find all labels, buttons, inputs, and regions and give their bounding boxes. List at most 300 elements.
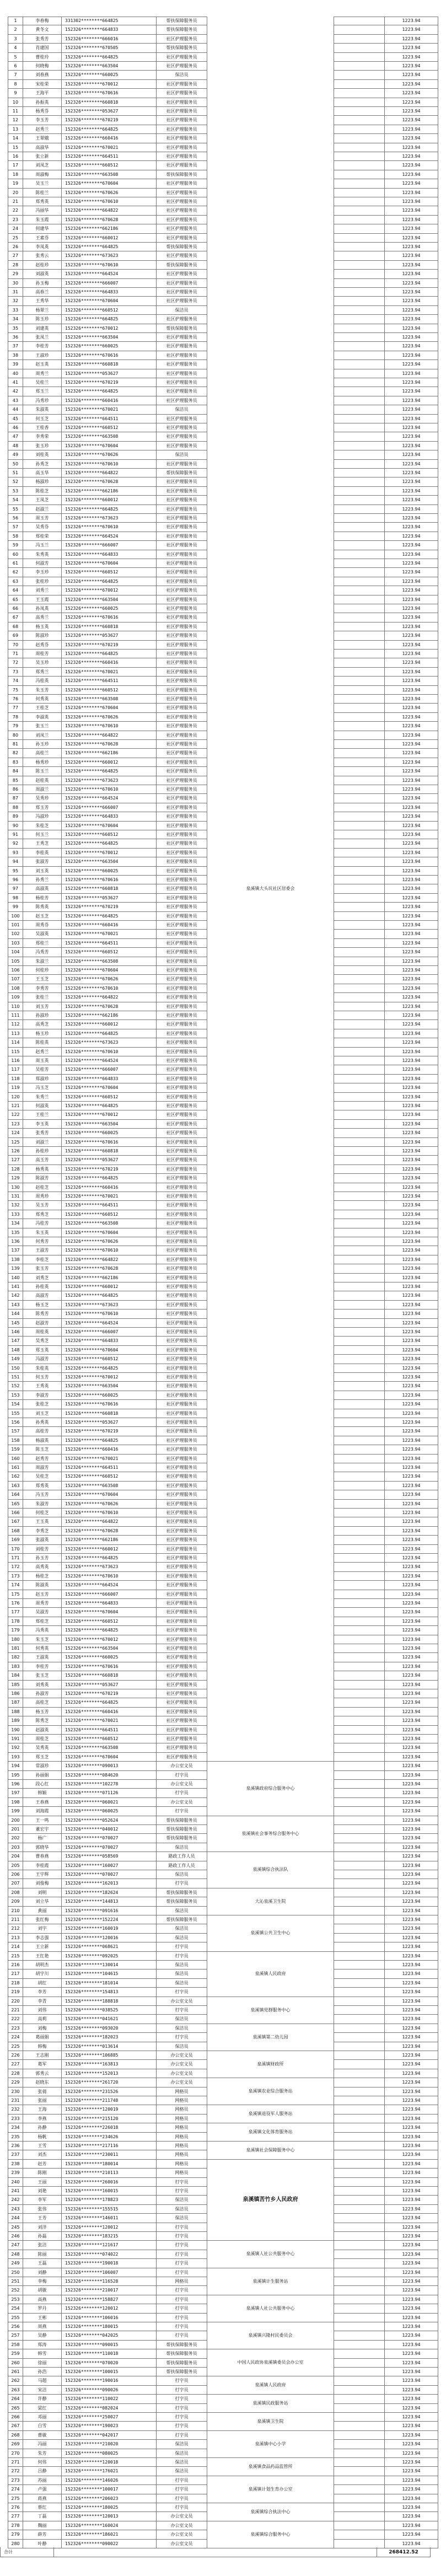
- blank-cell: [334, 1093, 385, 1102]
- row-number-cell: 122: [8, 1110, 23, 1119]
- person-name-cell: 段心红: [23, 1780, 62, 1789]
- person-name-cell: 郑玉英: [23, 1346, 62, 1355]
- id-number-cell: 152326********660512: [62, 830, 157, 839]
- row-number-cell: 240: [8, 2178, 23, 2187]
- unit-cell: 泉溪镇卫生院: [207, 2413, 334, 2431]
- amount-cell: 1223.94: [385, 2223, 438, 2232]
- amount-cell: 1223.94: [385, 134, 438, 143]
- row-number-cell: 265: [8, 2404, 23, 2413]
- id-number-cell: 152326********663508: [62, 1482, 157, 1490]
- total-blank-cell: [54, 2547, 377, 2557]
- position-cell: 社区护理服务员: [157, 767, 207, 776]
- position-cell: 办公室文员: [157, 1798, 207, 1807]
- total-row: [0, 2547, 431, 2557]
- person-name-cell: 何玉芳: [23, 1373, 62, 1382]
- position-cell: 社区护理服务员: [157, 867, 207, 876]
- person-name-cell: 杨翠兰: [23, 306, 62, 315]
- person-name-cell: 何玉兰: [23, 830, 62, 839]
- position-cell: 保洁员: [157, 405, 207, 414]
- person-name-cell: 陈秀芝: [23, 1716, 62, 1725]
- unit-cell: 泉溪镇政府综合服务中心: [207, 1762, 334, 1816]
- person-name-cell: 冯玉芳: [23, 1490, 62, 1499]
- row-number-cell: 101: [8, 921, 23, 930]
- position-cell: 社区护理服务员: [157, 189, 207, 197]
- id-number-cell: 152326********110022: [62, 2395, 157, 2403]
- position-cell: 社区护理服务员: [157, 1183, 207, 1192]
- unit-cell: 泉溪镇人民政府: [207, 2376, 334, 2395]
- blank-cell: [334, 1753, 385, 1762]
- position-cell: 办公室文员: [157, 1997, 207, 2006]
- row-number-cell: 274: [8, 2485, 23, 2494]
- amount-cell: 1223.94: [385, 794, 438, 803]
- amount-cell: 1223.94: [385, 2069, 438, 2078]
- row-number-cell: 205: [8, 1861, 23, 1870]
- person-name-cell: 何淑芳: [23, 559, 62, 568]
- position-cell: 保洁员: [157, 1961, 207, 1969]
- person-name-cell: 孙玉芳: [23, 1554, 62, 1563]
- position-cell: 社区护理服务员: [157, 849, 207, 857]
- position-cell: 保洁员: [157, 2214, 207, 2223]
- row-number-cell: 92: [8, 839, 23, 848]
- row-number-cell: 228: [8, 2069, 23, 2078]
- id-number-cell: 152326********104615: [62, 1969, 157, 1978]
- position-cell: 网格员: [157, 2277, 207, 2286]
- amount-cell: 1223.94: [385, 1698, 438, 1707]
- person-name-cell: 周桂芝: [23, 1735, 62, 1743]
- amount-cell: 1223.94: [385, 2196, 438, 2204]
- blank-cell: [334, 2069, 385, 2078]
- id-number-cell: 152326********186021: [62, 2530, 157, 2539]
- amount-cell: 1223.94: [385, 17, 438, 25]
- blank-cell: [334, 2467, 385, 2476]
- person-name-cell: 李凤英: [23, 243, 62, 251]
- person-name-cell: 郑秀芝: [23, 1210, 62, 1219]
- amount-cell: 1223.94: [385, 2322, 438, 2331]
- id-number-cell: 152326********120013: [62, 2512, 157, 2521]
- person-name-cell: 王桂兰: [23, 1110, 62, 1119]
- blank-cell: [334, 189, 385, 197]
- position-cell: 社区护理服务员: [157, 1716, 207, 1725]
- amount-cell: 1223.94: [385, 1301, 438, 1310]
- unit-cell: 泉溪镇兴隆村民委员会: [207, 2322, 334, 2349]
- amount-cell: 1223.94: [385, 2024, 438, 2033]
- unit-cell: 泉溪镇综合服务中心: [207, 2521, 334, 2548]
- position-cell: 社区护理服务员: [157, 541, 207, 550]
- position-cell: 社区护理服务员: [157, 53, 207, 62]
- row-number-cell: 44: [8, 405, 23, 414]
- blank-cell: [334, 469, 385, 477]
- amount-cell: 1223.94: [385, 650, 438, 658]
- position-cell: 社区护理服务员: [157, 1310, 207, 1318]
- amount-cell: 1223.94: [385, 1934, 438, 1942]
- id-number-cell: 152326********090022: [62, 2540, 157, 2548]
- row-number-cell: 13: [8, 125, 23, 134]
- id-number-cell: 152326********068621: [62, 1942, 157, 1951]
- amount-cell: 1223.94: [385, 1065, 438, 1074]
- amount-cell: 1223.94: [385, 1020, 438, 1029]
- amount-cell: 1223.94: [385, 1391, 438, 1400]
- id-number-cell: 152326********664825: [62, 1436, 157, 1445]
- position-cell: 打字员: [157, 2286, 207, 2295]
- row-number-cell: 180: [8, 1635, 23, 1644]
- id-number-cell: 152326********660416: [62, 1708, 157, 1716]
- row-number-cell: 172: [8, 1563, 23, 1571]
- amount-cell: 1223.94: [385, 1861, 438, 1870]
- amount-cell: 1223.94: [385, 297, 438, 305]
- position-cell: 社区护理服务员: [157, 297, 207, 305]
- person-name-cell: 朱芳: [23, 2449, 62, 2458]
- id-number-cell: 152326********180015: [62, 2322, 157, 2331]
- id-number-cell: 152326********053627: [62, 1156, 157, 1164]
- amount-cell: 1223.94: [385, 35, 438, 44]
- row-number-cell: 202: [8, 1834, 23, 1843]
- blank-cell: [334, 568, 385, 577]
- row-number-cell: 100: [8, 912, 23, 921]
- id-number-cell: 152326********660512: [62, 1735, 157, 1743]
- position-cell: 保洁员: [157, 2042, 207, 2051]
- blank-cell: [334, 1536, 385, 1544]
- row-number-cell: 107: [8, 975, 23, 984]
- row-number-cell: 20: [8, 189, 23, 197]
- blank-cell: [334, 631, 385, 640]
- total-label: 合计: [0, 2547, 54, 2557]
- blank-cell: [334, 53, 385, 62]
- blank-cell: [334, 2349, 385, 2358]
- person-name-cell: 周淑梅: [23, 170, 62, 179]
- amount-cell: 1223.94: [385, 2440, 438, 2449]
- person-name-cell: 孙桂珍: [23, 1147, 62, 1156]
- position-cell: 社区护理服务员: [157, 930, 207, 938]
- amount-cell: 1223.94: [385, 279, 438, 288]
- id-number-cell: 152326********090026: [62, 2386, 157, 2395]
- id-number-cell: 152326********144813: [62, 1897, 157, 1906]
- person-name-cell: 赵玉芝: [23, 912, 62, 921]
- amount-cell: 1223.94: [385, 867, 438, 876]
- position-cell: 社区护理服务员: [157, 432, 207, 441]
- amount-cell: 1223.94: [385, 1120, 438, 1129]
- row-number-cell: 262: [8, 2376, 23, 2385]
- position-cell: 帮扶保障服务员: [157, 2349, 207, 2358]
- blank-cell: [334, 1509, 385, 1517]
- position-cell: 打字员: [157, 2223, 207, 2232]
- blank-cell: [334, 894, 385, 903]
- person-name-cell: 陈秀芳: [23, 1310, 62, 1318]
- position-cell: 社区护理服务员: [157, 686, 207, 695]
- id-number-cell: 152326********664825: [62, 650, 157, 658]
- amount-cell: 1223.94: [385, 1590, 438, 1599]
- row-number-cell: 3: [8, 35, 23, 44]
- person-name-cell: 赵淑芳: [23, 1319, 62, 1328]
- row-number-cell: 153: [8, 1391, 23, 1400]
- position-cell: 社区护理服务员: [157, 822, 207, 830]
- position-cell: 社区护理服务员: [157, 62, 207, 71]
- row-number-cell: 90: [8, 822, 23, 830]
- id-number-cell: 152326********664822: [62, 1517, 157, 1526]
- person-name-cell: 周秀芳: [23, 1599, 62, 1608]
- row-number-cell: 217: [8, 1969, 23, 1978]
- person-name-cell: 李秀荣: [23, 432, 62, 441]
- blank-cell: [334, 44, 385, 52]
- row-number-cell: 279: [8, 2530, 23, 2539]
- amount-cell: 1223.94: [385, 2485, 438, 2494]
- amount-cell: 1223.94: [385, 577, 438, 586]
- person-name-cell: 卢强: [23, 2485, 62, 2494]
- position-cell: 社区护理服务员: [157, 216, 207, 224]
- row-number-cell: 171: [8, 1554, 23, 1563]
- row-number-cell: 185: [8, 1681, 23, 1689]
- amount-cell: 1223.94: [385, 234, 438, 243]
- amount-cell: 1223.94: [385, 206, 438, 215]
- position-cell: 社区护理服务员: [157, 505, 207, 514]
- position-cell: 社区护理服务员: [157, 740, 207, 749]
- id-number-cell: 152326********663504: [62, 62, 157, 71]
- amount-cell: 1223.94: [385, 686, 438, 695]
- amount-cell: 1223.94: [385, 1716, 438, 1725]
- unit-cell: 泉溪镇文化体育服务站: [207, 2123, 334, 2142]
- id-number-cell: 152326********664833: [62, 25, 157, 34]
- blank-cell: [334, 2250, 385, 2259]
- id-number-cell: 152326********670610: [62, 1310, 157, 1318]
- row-number-cell: 52: [8, 477, 23, 486]
- blank-cell: [334, 1237, 385, 1246]
- position-cell: 社区护理服务员: [157, 812, 207, 821]
- row-number-cell: 78: [8, 713, 23, 722]
- row-number-cell: 129: [8, 1174, 23, 1183]
- row-number-cell: 161: [8, 1463, 23, 1472]
- person-name-cell: 梁红: [23, 2404, 62, 2413]
- blank-cell: [334, 2304, 385, 2313]
- blank-cell: [334, 1934, 385, 1942]
- person-name-cell: 刘明: [23, 1888, 62, 1897]
- amount-cell: 1223.94: [385, 1924, 438, 1933]
- amount-cell: 1223.94: [385, 2286, 438, 2295]
- position-cell: 社区护理服务员: [157, 1681, 207, 1689]
- person-name-cell: 冯丽: [23, 2440, 62, 2449]
- row-number-cell: 140: [8, 1274, 23, 1282]
- id-number-cell: 152326********670628: [62, 477, 157, 486]
- amount-cell: 1223.94: [385, 1110, 438, 1119]
- person-name-cell: 丁磊: [23, 2512, 62, 2521]
- blank-cell: [334, 1174, 385, 1183]
- amount-cell: 1223.94: [385, 243, 438, 251]
- blank-cell: [334, 1075, 385, 1083]
- person-name-cell: 郭秀云: [23, 2069, 62, 2078]
- amount-cell: 1223.94: [385, 1147, 438, 1156]
- blank-cell: [334, 604, 385, 613]
- id-number-cell: 152326********664524: [62, 794, 157, 803]
- blank-cell: [334, 496, 385, 505]
- blank-cell: [334, 2431, 385, 2440]
- amount-cell: 1223.94: [385, 2241, 438, 2250]
- row-number-cell: 167: [8, 1517, 23, 1526]
- row-number-cell: 230: [8, 2087, 23, 2096]
- id-number-cell: 152326********176021: [62, 2467, 157, 2476]
- amount-cell: 1223.94: [385, 731, 438, 740]
- row-number-cell: 269: [8, 2440, 23, 2449]
- row-number-cell: 56: [8, 514, 23, 523]
- row-number-cell: 239: [8, 2169, 23, 2177]
- amount-cell: 1223.94: [385, 722, 438, 731]
- blank-cell: [334, 1635, 385, 1644]
- person-name-cell: 赵秀兰: [23, 1048, 62, 1056]
- amount-cell: 1223.94: [385, 613, 438, 622]
- blank-cell: [334, 2458, 385, 2467]
- amount-cell: 1223.94: [385, 1165, 438, 1174]
- row-number-cell: 244: [8, 2214, 23, 2223]
- position-cell: 社区护理服务员: [157, 1509, 207, 1517]
- person-name-cell: 冯桂英: [23, 677, 62, 685]
- id-number-cell: 152326********664825: [62, 1174, 157, 1183]
- id-number-cell: 152326********670012: [62, 1635, 157, 1644]
- position-cell: 社区护理服务员: [157, 1626, 207, 1635]
- id-number-cell: 152326********666007: [62, 1328, 157, 1337]
- blank-cell: [334, 179, 385, 188]
- person-name-cell: 王丽: [23, 2178, 62, 2187]
- position-cell: 社区护理服务员: [157, 514, 207, 523]
- blank-cell: [334, 2196, 385, 2204]
- person-name-cell: 刘伟: [23, 2006, 62, 2015]
- amount-cell: 1223.94: [385, 631, 438, 640]
- position-cell: 社区护理服务员: [157, 785, 207, 794]
- id-number-cell: 152326********664825: [62, 839, 157, 848]
- person-name-cell: 王玉霞: [23, 595, 62, 604]
- blank-cell: [334, 505, 385, 514]
- amount-cell: 1223.94: [385, 1762, 438, 1770]
- id-number-cell: 152326********116528: [62, 2277, 157, 2286]
- person-name-cell: 陈丽: [23, 2250, 62, 2259]
- id-number-cell: 152326********660416: [62, 1183, 157, 1192]
- amount-cell: 1223.94: [385, 1083, 438, 1092]
- position-cell: 保洁员: [157, 71, 207, 79]
- person-name-cell: 朱玉芝: [23, 1635, 62, 1644]
- position-cell: 社区护理服务员: [157, 1653, 207, 1662]
- amount-cell: 1223.94: [385, 2123, 438, 2132]
- blank-cell: [334, 912, 385, 921]
- position-cell: 打字员: [157, 2322, 207, 2331]
- row-number-cell: 36: [8, 333, 23, 342]
- id-number-cell: 152326********090015: [62, 2341, 157, 2349]
- row-number-cell: 97: [8, 884, 23, 893]
- blank-cell: [334, 35, 385, 44]
- position-cell: 帮扶保障服务员: [157, 25, 207, 34]
- blank-cell: [334, 2530, 385, 2539]
- blank-cell: [334, 1716, 385, 1725]
- row-number-cell: 189: [8, 1716, 23, 1725]
- row-number-cell: 125: [8, 1138, 23, 1147]
- blank-cell: [334, 2150, 385, 2159]
- row-number-cell: 14: [8, 134, 23, 143]
- blank-cell: [334, 1282, 385, 1291]
- person-name-cell: 陈淑珍: [23, 631, 62, 640]
- id-number-cell: 152326********146026: [62, 2476, 157, 2485]
- person-name-cell: 曹春燕: [23, 1852, 62, 1861]
- person-name-cell: 周淑兰: [23, 785, 62, 794]
- amount-cell: 1223.94: [385, 80, 438, 89]
- position-cell: 社区护理服务员: [157, 966, 207, 975]
- amount-cell: 1223.94: [385, 496, 438, 505]
- person-name-cell: 李桂英: [23, 849, 62, 857]
- blank-cell: [334, 731, 385, 740]
- blank-cell: [334, 613, 385, 622]
- unit-cell: 泉溪镇综合执法中心: [207, 2503, 334, 2521]
- row-number-cell: 91: [8, 830, 23, 839]
- row-number-cell: 126: [8, 1147, 23, 1156]
- person-name-cell: 刘洋: [23, 2223, 62, 2232]
- row-number-cell: 148: [8, 1346, 23, 1355]
- blank-cell: [334, 2205, 385, 2214]
- row-number-cell: 223: [8, 2024, 23, 2033]
- blank-cell: [334, 1102, 385, 1110]
- id-number-cell: 152326********206023: [62, 2494, 157, 2503]
- row-number-cell: 55: [8, 505, 23, 514]
- blank-cell: [334, 1517, 385, 1526]
- id-number-cell: 152326********670628: [62, 1527, 157, 1536]
- person-name-cell: 赵玉芳: [23, 1590, 62, 1599]
- unit-cell: 泉溪镇大头坑社区居委会: [207, 17, 334, 1762]
- person-name-cell: 郑涛: [23, 2341, 62, 2349]
- id-number-cell: 152326********660012: [62, 234, 157, 243]
- person-name-cell: 高春兰: [23, 288, 62, 297]
- amount-cell: 1223.94: [385, 857, 438, 866]
- person-name-cell: 赵秀兰: [23, 125, 62, 134]
- person-name-cell: 王雪: [23, 2142, 62, 2150]
- id-number-cell: 152326********660416: [62, 134, 157, 143]
- row-number-cell: 191: [8, 1735, 23, 1743]
- amount-cell: 1223.94: [385, 1743, 438, 1752]
- person-name-cell: 孙淑珍: [23, 1011, 62, 1020]
- row-number-cell: 23: [8, 216, 23, 224]
- amount-cell: 1223.94: [385, 1969, 438, 1978]
- person-name-cell: 赵桂英: [23, 776, 62, 785]
- position-cell: 社区护理服务员: [157, 559, 207, 568]
- row-number-cell: 186: [8, 1689, 23, 1698]
- row-number-cell: 106: [8, 966, 23, 975]
- amount-cell: 1223.94: [385, 2133, 438, 2142]
- blank-cell: [334, 324, 385, 333]
- row-number-cell: 271: [8, 2458, 23, 2467]
- person-name-cell: 李秀芳: [23, 984, 62, 993]
- position-cell: 打字员: [157, 2259, 207, 2268]
- position-cell: 社区护理服务员: [157, 107, 207, 116]
- id-number-cell: 152326********660818: [62, 98, 157, 107]
- blank-cell: [334, 1391, 385, 1400]
- blank-cell: [334, 1807, 385, 1816]
- amount-cell: 1223.94: [385, 1997, 438, 2006]
- position-cell: 保洁员: [157, 1924, 207, 1933]
- amount-cell: 1223.94: [385, 1879, 438, 1888]
- position-cell: 网格员: [157, 2115, 207, 2123]
- person-name-cell: 孙秀芝: [23, 460, 62, 469]
- id-number-cell: 152326********666007: [62, 279, 157, 288]
- position-cell: 打字员: [157, 2241, 207, 2250]
- row-number-cell: 196: [8, 1780, 23, 1789]
- person-name-cell: 陈玉兰: [23, 767, 62, 776]
- id-number-cell: 152326********664825: [62, 1291, 157, 1300]
- row-number-cell: 263: [8, 2386, 23, 2395]
- blank-cell: [334, 152, 385, 161]
- amount-cell: 1223.94: [385, 1897, 438, 1906]
- row-number-cell: 151: [8, 1373, 23, 1382]
- position-cell: 保洁员: [157, 306, 207, 315]
- row-number-cell: 68: [8, 622, 23, 631]
- row-number-cell: 199: [8, 1807, 23, 1816]
- blank-cell: [334, 930, 385, 938]
- id-number-cell: 152326********660012: [62, 1020, 157, 1029]
- row-number-cell: 85: [8, 776, 23, 785]
- position-cell: 打字员: [157, 2485, 207, 2494]
- blank-cell: [334, 1436, 385, 1445]
- position-cell: 社区护理服务员: [157, 731, 207, 740]
